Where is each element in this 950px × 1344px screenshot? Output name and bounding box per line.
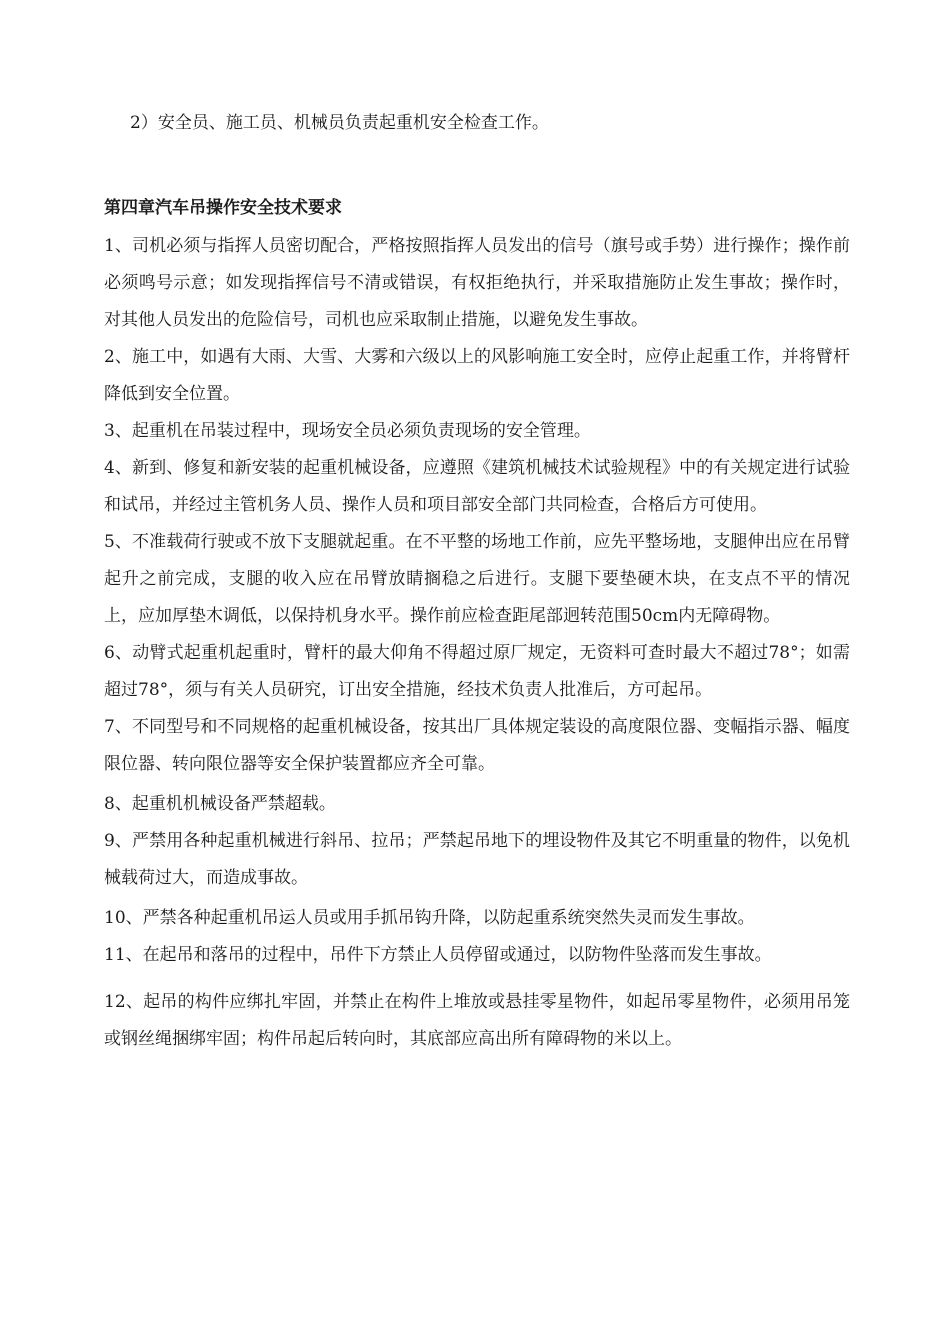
list-item: 12、起吊的构件应绑扎牢固，并禁止在构件上堆放或悬挂零星物件，如起吊零星物件，必须用吊笼或钢丝绳捆绑牢固；构件吊起后转向时，其底部应高出所有障碍物的米以上。	[104, 992, 850, 1049]
list-item: 2、施工中，如遇有大雨、大雪、大雾和六级以上的风影响施工安全时，应停止起重工作，并将臂杆降低到安全位置。	[104, 347, 850, 404]
list-item: 7、不同型号和不同规格的起重机械设备，按其出厂具体规定装设的高度限位器、变幅指示器、幅度限位器、转向限位器等安全保护装置都应齐全可靠。	[104, 717, 850, 774]
requirements-list	[104, 228, 850, 1058]
intro-paragraph: 2）安全员、施工员、机械员负责起重机安全检查工作。	[130, 113, 549, 133]
chapter-title: 第四章汽车吊操作安全技术要求	[104, 198, 342, 218]
list-item: 9、严禁用各种起重机械进行斜吊、拉吊；严禁起吊地下的埋设物件及其它不明重量的物件，以免机械载荷过大，而造成事故。	[104, 831, 850, 888]
list-item: 10、严禁各种起重机吊运人员或用手抓吊钩升降，以防起重系统突然失灵而发生事故。	[104, 908, 755, 928]
list-item: 5、不准载荷行驶或不放下支腿就起重。在不平整的场地工作前，应先平整场地，支腿伸出应在吊臂起升之前完成，支腿的收入应在吊臂放睛搁稳之后进行。支腿下要垫硬木块，在支点不平的情况上，应加厚垫木调低，以保持机身水平。操作前应检查距尾部迥转范围50cm内无障碍物。	[104, 532, 850, 626]
list-item: 11、在起吊和落吊的过程中，吊件下方禁止人员停留或通过，以防物件坠落而发生事故。	[104, 945, 772, 965]
list-item: 1、司机必须与指挥人员密切配合，严格按照指挥人员发出的信号（旗号或手势）进行操作；操作前必须鸣号示意；如发现指挥信号不清或错误，有权拒绝执行，并采取措施防止发生事故；操作时，对其他人员发出的危险信号，司机也应采取制止措施，以避免发生事故。	[104, 236, 850, 330]
list-item: 3、起重机在吊装过程中，现场安全员必须负责现场的安全管理。	[104, 421, 591, 441]
list-item: 6、动臂式起重机起重时，臂杆的最大仰角不得超过原厂规定，无资料可查时最大不超过78°；如需超过78°，须与有关人员研究，订出安全措施，经技术负责人批准后，方可起吊。	[104, 643, 850, 700]
list-item: 8、起重机机械设备严禁超载。	[104, 794, 336, 814]
list-item: 4、新到、修复和新安装的起重机械设备，应遵照《建筑机械技术试验规程》中的有关规定进行试验和试吊，并经过主管机务人员、操作人员和项目部安全部门共同检查，合格后方可使用。	[104, 458, 850, 515]
